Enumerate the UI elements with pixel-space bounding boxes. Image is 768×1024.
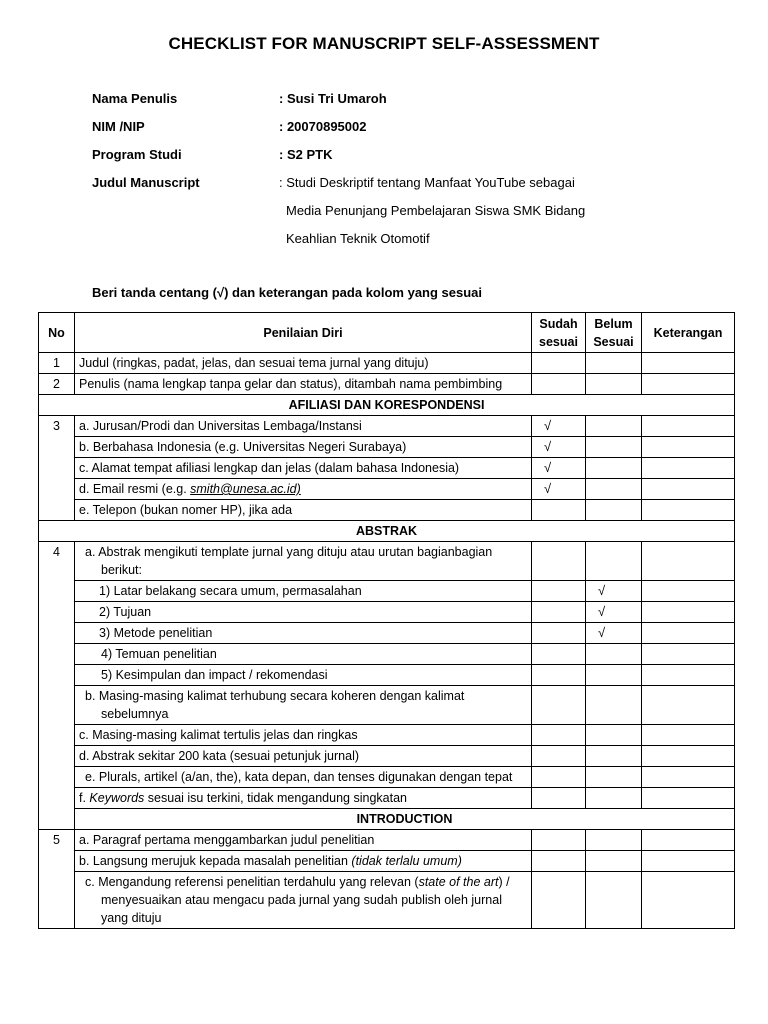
document-title: CHECKLIST FOR MANUSCRIPT SELF-ASSESSMENT [168, 34, 600, 53]
keterangan-cell[interactable] [642, 725, 735, 746]
sudah-cell[interactable] [532, 686, 586, 725]
keywords-suffix: sesuai isu terkini, tidak mengandung singkatan [144, 791, 407, 805]
table-row [39, 623, 735, 644]
row-desc: 1) Latar belakang secara umum, permasalahan [75, 581, 532, 602]
row-desc [75, 872, 532, 929]
keterangan-cell[interactable] [642, 416, 735, 437]
keterangan-cell[interactable] [642, 479, 735, 500]
row-desc: 4) Temuan penelitian [75, 644, 532, 665]
row-desc: e. Plurals, artikel (a/an, the), kata depan, dan tenses digunakan dengan tepat [75, 767, 532, 788]
keterangan-cell[interactable] [642, 602, 735, 623]
belum-cell[interactable] [586, 458, 642, 479]
keterangan-cell[interactable] [642, 458, 735, 479]
section-row [39, 809, 735, 830]
header-sudah-2: sesuai [539, 334, 578, 349]
table-row [39, 581, 735, 602]
row-desc: c. Masing-masing kalimat tertulis jelas dan ringkas [75, 725, 532, 746]
row-no: 1 [39, 353, 75, 374]
keterangan-cell[interactable] [642, 353, 735, 374]
row-desc: Judul (ringkas, padat, jelas, dan sesuai tema jurnal yang dituju) [75, 353, 532, 374]
row-desc: b. Masing-masing kalimat terhubung secara koheren dengan kalimat sebelumnya [75, 686, 532, 725]
keterangan-cell[interactable] [642, 851, 735, 872]
sudah-cell[interactable] [532, 602, 586, 623]
sudah-cell[interactable] [532, 665, 586, 686]
instruction-text: Beri tanda centang (√) dan keterangan pada kolom yang sesuai [92, 285, 483, 300]
section-row [39, 521, 735, 542]
row-no: 2 [39, 374, 75, 395]
belum-cell[interactable] [586, 416, 642, 437]
sudah-cell[interactable]: √ [532, 416, 586, 437]
header-belum [586, 313, 642, 353]
row-desc: a. Abstrak mengikuti template jurnal yang dituju atau urutan bagianbagian berikut: [75, 542, 532, 581]
sudah-cell[interactable] [532, 851, 586, 872]
table-row [39, 746, 735, 767]
belum-cell[interactable] [586, 686, 642, 725]
row-no: 3 [39, 416, 75, 521]
belum-cell[interactable] [586, 830, 642, 851]
r5c-suffix: ) / menyesuaikan atau mengacu pada jurnal yang sudah publish oleh jurnal yang dituju [101, 875, 510, 925]
keywords-italic: Keywords [89, 791, 145, 805]
table-row [39, 353, 735, 374]
keterangan-cell[interactable] [642, 830, 735, 851]
section-abstrak: ABSTRAK [39, 521, 735, 542]
header-desc: Penilaian Diri [75, 313, 532, 353]
table-row [39, 830, 735, 851]
belum-cell[interactable] [586, 767, 642, 788]
row-desc: d. Abstrak sekitar 200 kata (sesuai petunjuk jurnal) [75, 746, 532, 767]
sudah-cell[interactable] [532, 788, 586, 809]
judul-line-1: : Studi Deskriptif tentang Manfaat YouTube sebagai [279, 175, 575, 190]
belum-cell[interactable] [586, 746, 642, 767]
row-no: 4 [39, 542, 75, 830]
belum-cell[interactable] [586, 788, 642, 809]
keterangan-cell[interactable] [642, 437, 735, 458]
row-desc: 2) Tujuan [75, 602, 532, 623]
sudah-cell[interactable] [532, 644, 586, 665]
table-row [39, 665, 735, 686]
belum-cell[interactable] [586, 542, 642, 581]
table-row [39, 872, 735, 929]
sudah-cell[interactable] [532, 374, 586, 395]
table-row [39, 542, 735, 581]
section-introduction: INTRODUCTION [75, 809, 735, 830]
nim-label: NIM /NIP [92, 119, 145, 134]
table-row [39, 374, 735, 395]
table-row [39, 416, 735, 437]
info-row-name [92, 90, 609, 118]
keterangan-cell[interactable] [642, 542, 735, 581]
table-row [39, 479, 735, 500]
row-desc: a. Jurusan/Prodi dan Universitas Lembaga/Instansi [75, 416, 532, 437]
program-value: : S2 PTK [279, 147, 333, 162]
name-label: Nama Penulis [92, 91, 178, 106]
table-row [39, 458, 735, 479]
nim-value: : 20070895002 [279, 119, 367, 134]
keterangan-cell[interactable] [642, 686, 735, 725]
table-header [39, 313, 735, 353]
header-sudah [532, 313, 586, 353]
header-keterangan: Keterangan [642, 313, 735, 353]
r5b-text: b. Langsung merujuk kepada masalah penelitian [79, 854, 352, 868]
row-desc: 5) Kesimpulan dan impact / rekomendasi [75, 665, 532, 686]
belum-cell[interactable]: √ [586, 602, 642, 623]
header-belum-1: Belum [594, 316, 633, 331]
sudah-cell[interactable] [532, 746, 586, 767]
sudah-cell[interactable] [532, 500, 586, 521]
row-desc: e. Telepon (bukan nomer HP), jika ada [75, 500, 532, 521]
judul-label: Judul Manuscript [92, 175, 200, 190]
info-row-nim [92, 118, 609, 146]
r5b-italic: (tidak terlalu umum) [351, 854, 462, 868]
row-desc: b. Berbahasa Indonesia (e.g. Universitas Negeri Surabaya) [75, 437, 532, 458]
author-info [92, 90, 609, 258]
judul-line-3: Keahlian Teknik Otomotif [286, 231, 430, 246]
belum-cell[interactable] [586, 500, 642, 521]
keterangan-cell[interactable] [642, 872, 735, 929]
belum-cell[interactable] [586, 665, 642, 686]
header-no: No [39, 313, 75, 353]
row-desc [75, 851, 532, 872]
judul-line-2: Media Penunjang Pembelajaran Siswa SMK Bidang [286, 203, 586, 218]
sudah-cell[interactable]: √ [532, 458, 586, 479]
row-desc: Penulis (nama lengkap tanpa gelar dan status), ditambah nama pembimbing [75, 374, 532, 395]
keterangan-cell[interactable] [642, 644, 735, 665]
row-no: 5 [39, 830, 75, 929]
r5c-italic: state of the art [418, 875, 499, 889]
row-desc [75, 479, 532, 500]
row-desc: 3) Metode penelitian [75, 623, 532, 644]
keterangan-cell[interactable] [642, 788, 735, 809]
belum-cell[interactable]: √ [586, 581, 642, 602]
table-row [39, 500, 735, 521]
table-row [39, 644, 735, 665]
info-row-program [92, 146, 609, 174]
belum-cell[interactable] [586, 437, 642, 458]
sudah-cell[interactable] [532, 725, 586, 746]
judul-value [279, 174, 609, 258]
section-afiliasi: AFILIASI DAN KORESPONDENSI [39, 395, 735, 416]
table-row [39, 725, 735, 746]
keterangan-cell[interactable] [642, 746, 735, 767]
row-desc: c. Alamat tempat afiliasi lengkap dan jelas (dalam bahasa Indonesia) [75, 458, 532, 479]
assessment-table [38, 312, 735, 929]
sudah-cell[interactable]: √ [532, 437, 586, 458]
keterangan-cell[interactable] [642, 767, 735, 788]
email-example: smith@unesa.ac.id) [190, 482, 301, 496]
table-row [39, 437, 735, 458]
sudah-cell[interactable]: √ [532, 479, 586, 500]
belum-cell[interactable] [586, 374, 642, 395]
sudah-cell[interactable] [532, 830, 586, 851]
belum-cell[interactable] [586, 851, 642, 872]
sudah-cell[interactable] [532, 581, 586, 602]
name-value: : Susi Tri Umaroh [279, 91, 387, 106]
r5c-text: c. Mengandung referensi penelitian terdahulu yang relevan ( [85, 875, 419, 889]
sudah-cell[interactable] [532, 353, 586, 374]
sudah-cell[interactable] [532, 542, 586, 581]
belum-cell[interactable] [586, 353, 642, 374]
info-row-judul [92, 174, 609, 258]
table-row [39, 686, 735, 725]
belum-cell[interactable] [586, 872, 642, 929]
email-prefix: d. Email resmi (e.g. [79, 482, 191, 496]
sudah-cell[interactable] [532, 767, 586, 788]
belum-cell[interactable] [586, 479, 642, 500]
header-sudah-1: Sudah [539, 316, 578, 331]
belum-cell[interactable]: √ [586, 623, 642, 644]
table-row [39, 788, 735, 809]
sudah-cell[interactable] [532, 623, 586, 644]
keterangan-cell[interactable] [642, 623, 735, 644]
table-row [39, 851, 735, 872]
row-desc [75, 788, 532, 809]
header-belum-2: Sesuai [593, 334, 634, 349]
keterangan-cell[interactable] [642, 374, 735, 395]
section-row [39, 395, 735, 416]
sudah-cell[interactable] [532, 872, 586, 929]
belum-cell[interactable] [586, 644, 642, 665]
table-row [39, 602, 735, 623]
keterangan-cell[interactable] [642, 665, 735, 686]
belum-cell[interactable] [586, 725, 642, 746]
table-row [39, 767, 735, 788]
keterangan-cell[interactable] [642, 581, 735, 602]
keterangan-cell[interactable] [642, 500, 735, 521]
row-desc: a. Paragraf pertama menggambarkan judul penelitian [75, 830, 532, 851]
program-label: Program Studi [92, 147, 182, 162]
keywords-prefix: f. [79, 791, 90, 805]
